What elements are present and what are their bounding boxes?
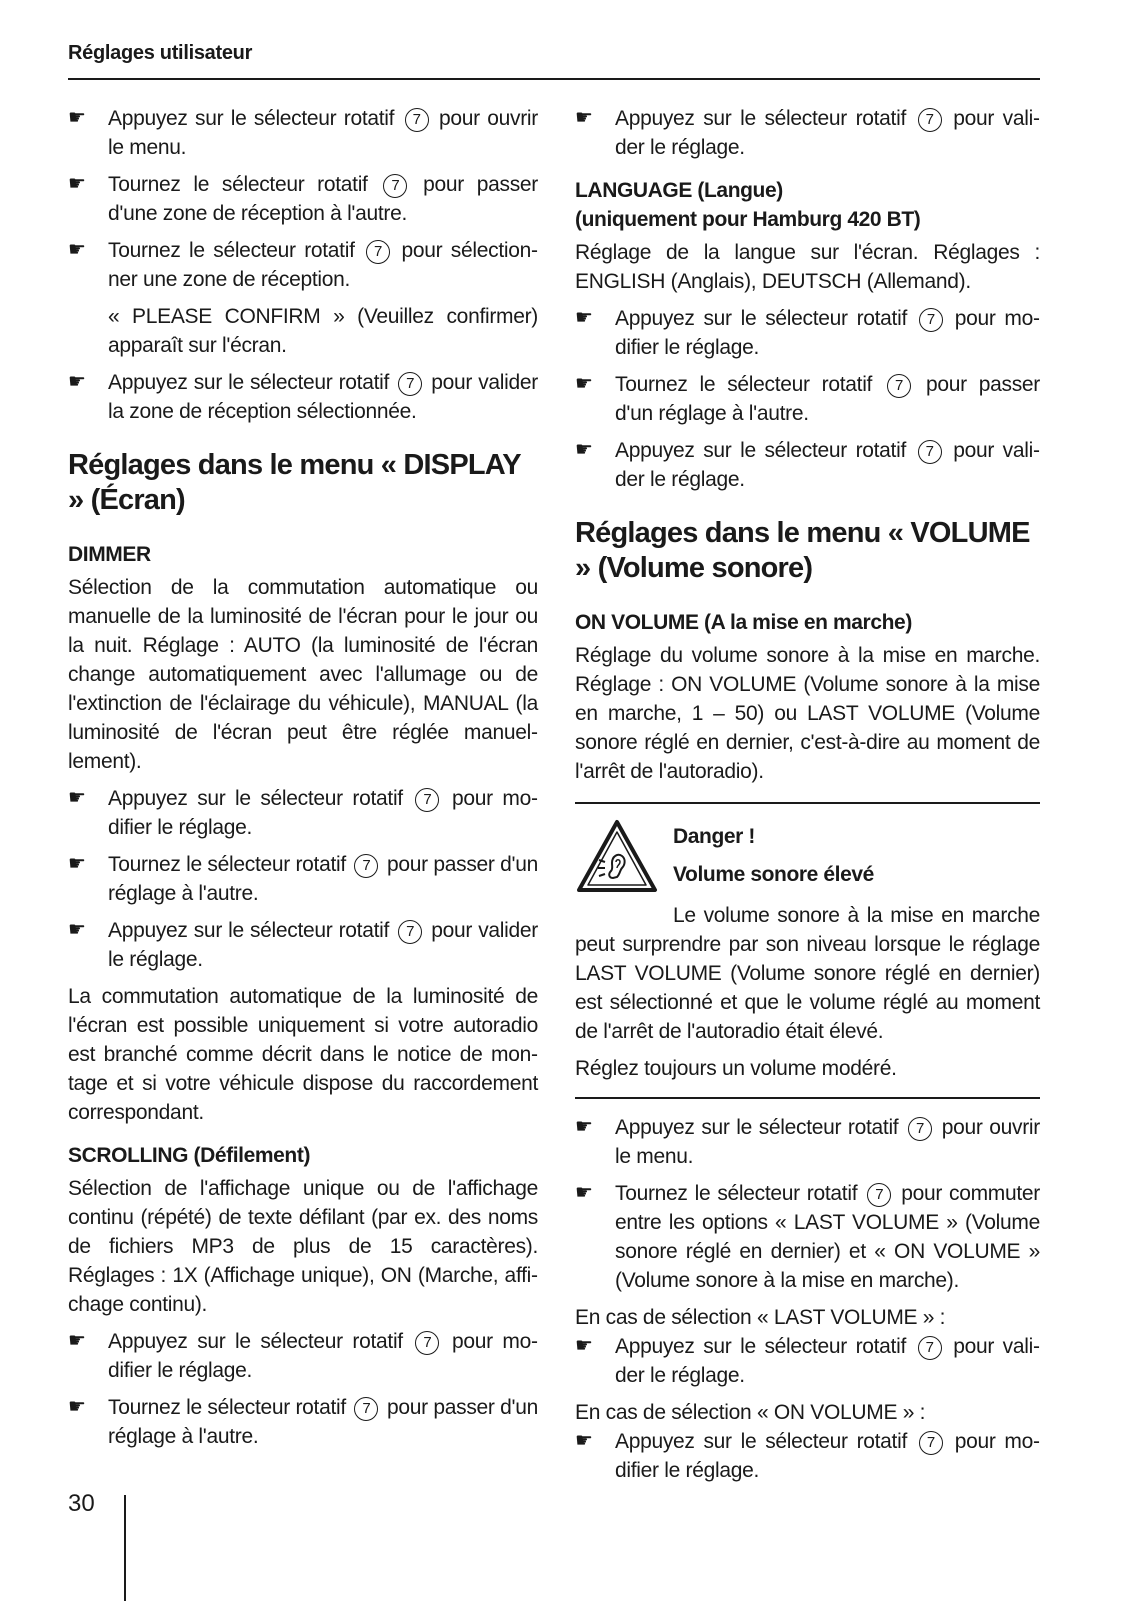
on-volume-text: Réglage du volume sonore à la mise en marche. Réglage : ON VOLUME (Volume sonore à la mise en marche, 1 – 50) ou LAST VOLUME (Volume sonore réglé en dernier, c'est-à-dire au moment de l'arrêt de l'autoradio). bbox=[575, 644, 1040, 783]
footer-divider bbox=[124, 1495, 126, 1601]
instruction-step: ☛ Appuyez sur le sélecteur rotatif 7 pour modifier le réglage. bbox=[68, 1327, 538, 1385]
case-on-label: En cas de sélection « ON VOLUME » : bbox=[575, 1401, 926, 1424]
instruction-step: ☛ Tournez le sélecteur rotatif 7 pour passer d'un réglage à l'autre. bbox=[575, 370, 1040, 428]
hand-pointer-icon: ☛ bbox=[68, 107, 86, 129]
instruction-step: ☛ Appuyez sur le sélecteur rotatif 7 pour modifier le réglage. bbox=[68, 784, 538, 842]
scrolling-text: Sélection de l'affichage unique ou de l'affichage continu (répété) de texte défilant (par ex. des noms de fichiers MP3 de plus de 15 caractères). Réglages : 1X (Affichage unique), ON (Marche, affichage continu). bbox=[68, 1177, 538, 1316]
hand-pointer-icon: ☛ bbox=[575, 439, 593, 461]
rotary-knob-icon: 7 bbox=[918, 440, 942, 464]
hand-pointer-icon: ☛ bbox=[68, 919, 86, 941]
rotary-knob-icon: 7 bbox=[405, 108, 429, 132]
scrolling-title: SCROLLING (Défilement) bbox=[68, 1144, 311, 1167]
instruction-step: ☛ Tournez le sélecteur rotatif 7 pour sélectionner une zone de réception. bbox=[68, 236, 538, 294]
display-heading: Réglages dans le menu « DISPLAY » (Écran) bbox=[68, 449, 521, 516]
hand-pointer-icon: ☛ bbox=[575, 1116, 593, 1138]
hand-pointer-icon: ☛ bbox=[575, 1182, 593, 1204]
rotary-knob-icon: 7 bbox=[918, 1336, 942, 1360]
warning-advice: Réglez toujours un volume modéré. bbox=[575, 1057, 897, 1080]
instruction-step: ☛ Appuyez sur le sélecteur rotatif 7 pour ouvrir le menu. bbox=[575, 1113, 1040, 1171]
rotary-knob-icon: 7 bbox=[415, 788, 439, 812]
rotary-knob-icon: 7 bbox=[919, 1431, 943, 1455]
volume-heading: Réglages dans le menu « VOLUME » (Volume sonore) bbox=[575, 517, 1030, 584]
language-title: LANGUAGE (Langue) bbox=[575, 179, 783, 202]
instruction-step: ☛ Tournez le sélecteur rotatif 7 pour commuter entre les options « LAST VOLUME » (Volume sonore réglé en dernier) et « ON VOLUME » (Volume sonore à la mise en marche). bbox=[575, 1179, 1040, 1295]
instruction-step: ☛ Tournez le sélecteur rotatif 7 pour passer d'un réglage à l'autre. bbox=[68, 1393, 538, 1451]
instruction-step: ☛ Appuyez sur le sélecteur rotatif 7 pour valider la zone de réception sélectionnée. bbox=[68, 368, 538, 426]
left-column bbox=[68, 104, 538, 1459]
hand-pointer-icon: ☛ bbox=[68, 239, 86, 261]
dimmer-text: Sélection de la commutation automatique ou manuelle de la luminosité de l'écran pour le jour ou la nuit. Réglage : AUTO (la luminosité de l'écran change automatiquement avec l'allumage ou de l'extinction de l'éclairage du véhicule), MANUAL (la luminosité de l'écran peut être réglée manuellement). bbox=[68, 576, 538, 773]
warning-box bbox=[575, 802, 1040, 1099]
warning-text: Le volume sonore à la mise en marche peut surprendre par son niveau lorsque le réglage LAST VOLUME (Volume sonore réglé en dernier) est sélectionné et que le volume réglé au moment de l'arrêt de l'autoradio était élevé. bbox=[575, 904, 1040, 1043]
hand-pointer-icon: ☛ bbox=[575, 1430, 593, 1452]
hand-pointer-icon: ☛ bbox=[575, 1335, 593, 1357]
right-column bbox=[575, 104, 1040, 1493]
rotary-knob-icon: 7 bbox=[908, 1117, 932, 1141]
warning-title: Danger ! bbox=[673, 825, 755, 848]
instruction-step: ☛ Appuyez sur le sélecteur rotatif 7 pour valider le réglage. bbox=[68, 916, 538, 974]
rotary-knob-icon: 7 bbox=[887, 374, 911, 398]
hearing-warning-icon bbox=[575, 818, 673, 899]
rotary-knob-icon: 7 bbox=[354, 854, 378, 878]
rotary-knob-icon: 7 bbox=[398, 372, 422, 396]
hand-pointer-icon: ☛ bbox=[68, 787, 86, 809]
rotary-knob-icon: 7 bbox=[398, 920, 422, 944]
rotary-knob-icon: 7 bbox=[383, 174, 407, 198]
hand-pointer-icon: ☛ bbox=[68, 1330, 86, 1352]
instruction-step: ☛ Appuyez sur le sélecteur rotatif 7 pour ouvrir le menu. bbox=[68, 104, 538, 162]
on-volume-title: ON VOLUME (A la mise en marche) bbox=[575, 611, 912, 634]
rotary-knob-icon: 7 bbox=[366, 240, 390, 264]
rotary-knob-icon: 7 bbox=[415, 1331, 439, 1355]
language-subtitle: (uniquement pour Hamburg 420 BT) bbox=[575, 208, 921, 231]
language-text: Réglage de la langue sur l'écran. Réglages : ENGLISH (Anglais), DEUTSCH (Allemand). bbox=[575, 241, 1040, 293]
hand-pointer-icon: ☛ bbox=[575, 307, 593, 329]
rotary-knob-icon: 7 bbox=[354, 1397, 378, 1421]
dimmer-note: La commutation automatique de la luminosité de l'écran est possible uniquement si votre autoradio est branché comme décrit dans le notice de montage et si votre véhicule dispose du raccordement correspondant. bbox=[68, 985, 538, 1124]
hand-pointer-icon: ☛ bbox=[575, 107, 593, 129]
dimmer-title: DIMMER bbox=[68, 543, 151, 566]
instruction-step: ☛ Appuyez sur le sélecteur rotatif 7 pour valider le réglage. bbox=[575, 1332, 1040, 1390]
page-number: 30 bbox=[68, 1490, 95, 1517]
rotary-knob-icon: 7 bbox=[918, 108, 942, 132]
instruction-step: ☛ Tournez le sélecteur rotatif 7 pour passer d'une zone de réception à l'autre. bbox=[68, 170, 538, 228]
instruction-step: ☛ Tournez le sélecteur rotatif 7 pour passer d'un réglage à l'autre. bbox=[68, 850, 538, 908]
hand-pointer-icon: ☛ bbox=[575, 373, 593, 395]
hand-pointer-icon: ☛ bbox=[68, 1396, 86, 1418]
page-header: Réglages utilisateur bbox=[68, 42, 1040, 80]
hand-pointer-icon: ☛ bbox=[68, 173, 86, 195]
warning-subtitle: Volume sonore élevé bbox=[673, 863, 874, 886]
instruction-step: ☛ Appuyez sur le sélecteur rotatif 7 pour modifier le réglage. bbox=[575, 1427, 1040, 1485]
instruction-step: ☛ Appuyez sur le sélecteur rotatif 7 pour valider le réglage. bbox=[575, 104, 1040, 162]
rotary-knob-icon: 7 bbox=[919, 308, 943, 332]
rotary-knob-icon: 7 bbox=[867, 1183, 891, 1207]
instruction-step: ☛ Appuyez sur le sélecteur rotatif 7 pour valider le réglage. bbox=[575, 436, 1040, 494]
hand-pointer-icon: ☛ bbox=[68, 371, 86, 393]
confirm-note: « PLEASE CONFIRM » (Veuillez confirmer) apparaît sur l'écran. bbox=[108, 305, 538, 357]
hand-pointer-icon: ☛ bbox=[68, 853, 86, 875]
instruction-step: ☛ Appuyez sur le sélecteur rotatif 7 pour modifier le réglage. bbox=[575, 304, 1040, 362]
case-last-label: En cas de sélection « LAST VOLUME » : bbox=[575, 1306, 946, 1329]
